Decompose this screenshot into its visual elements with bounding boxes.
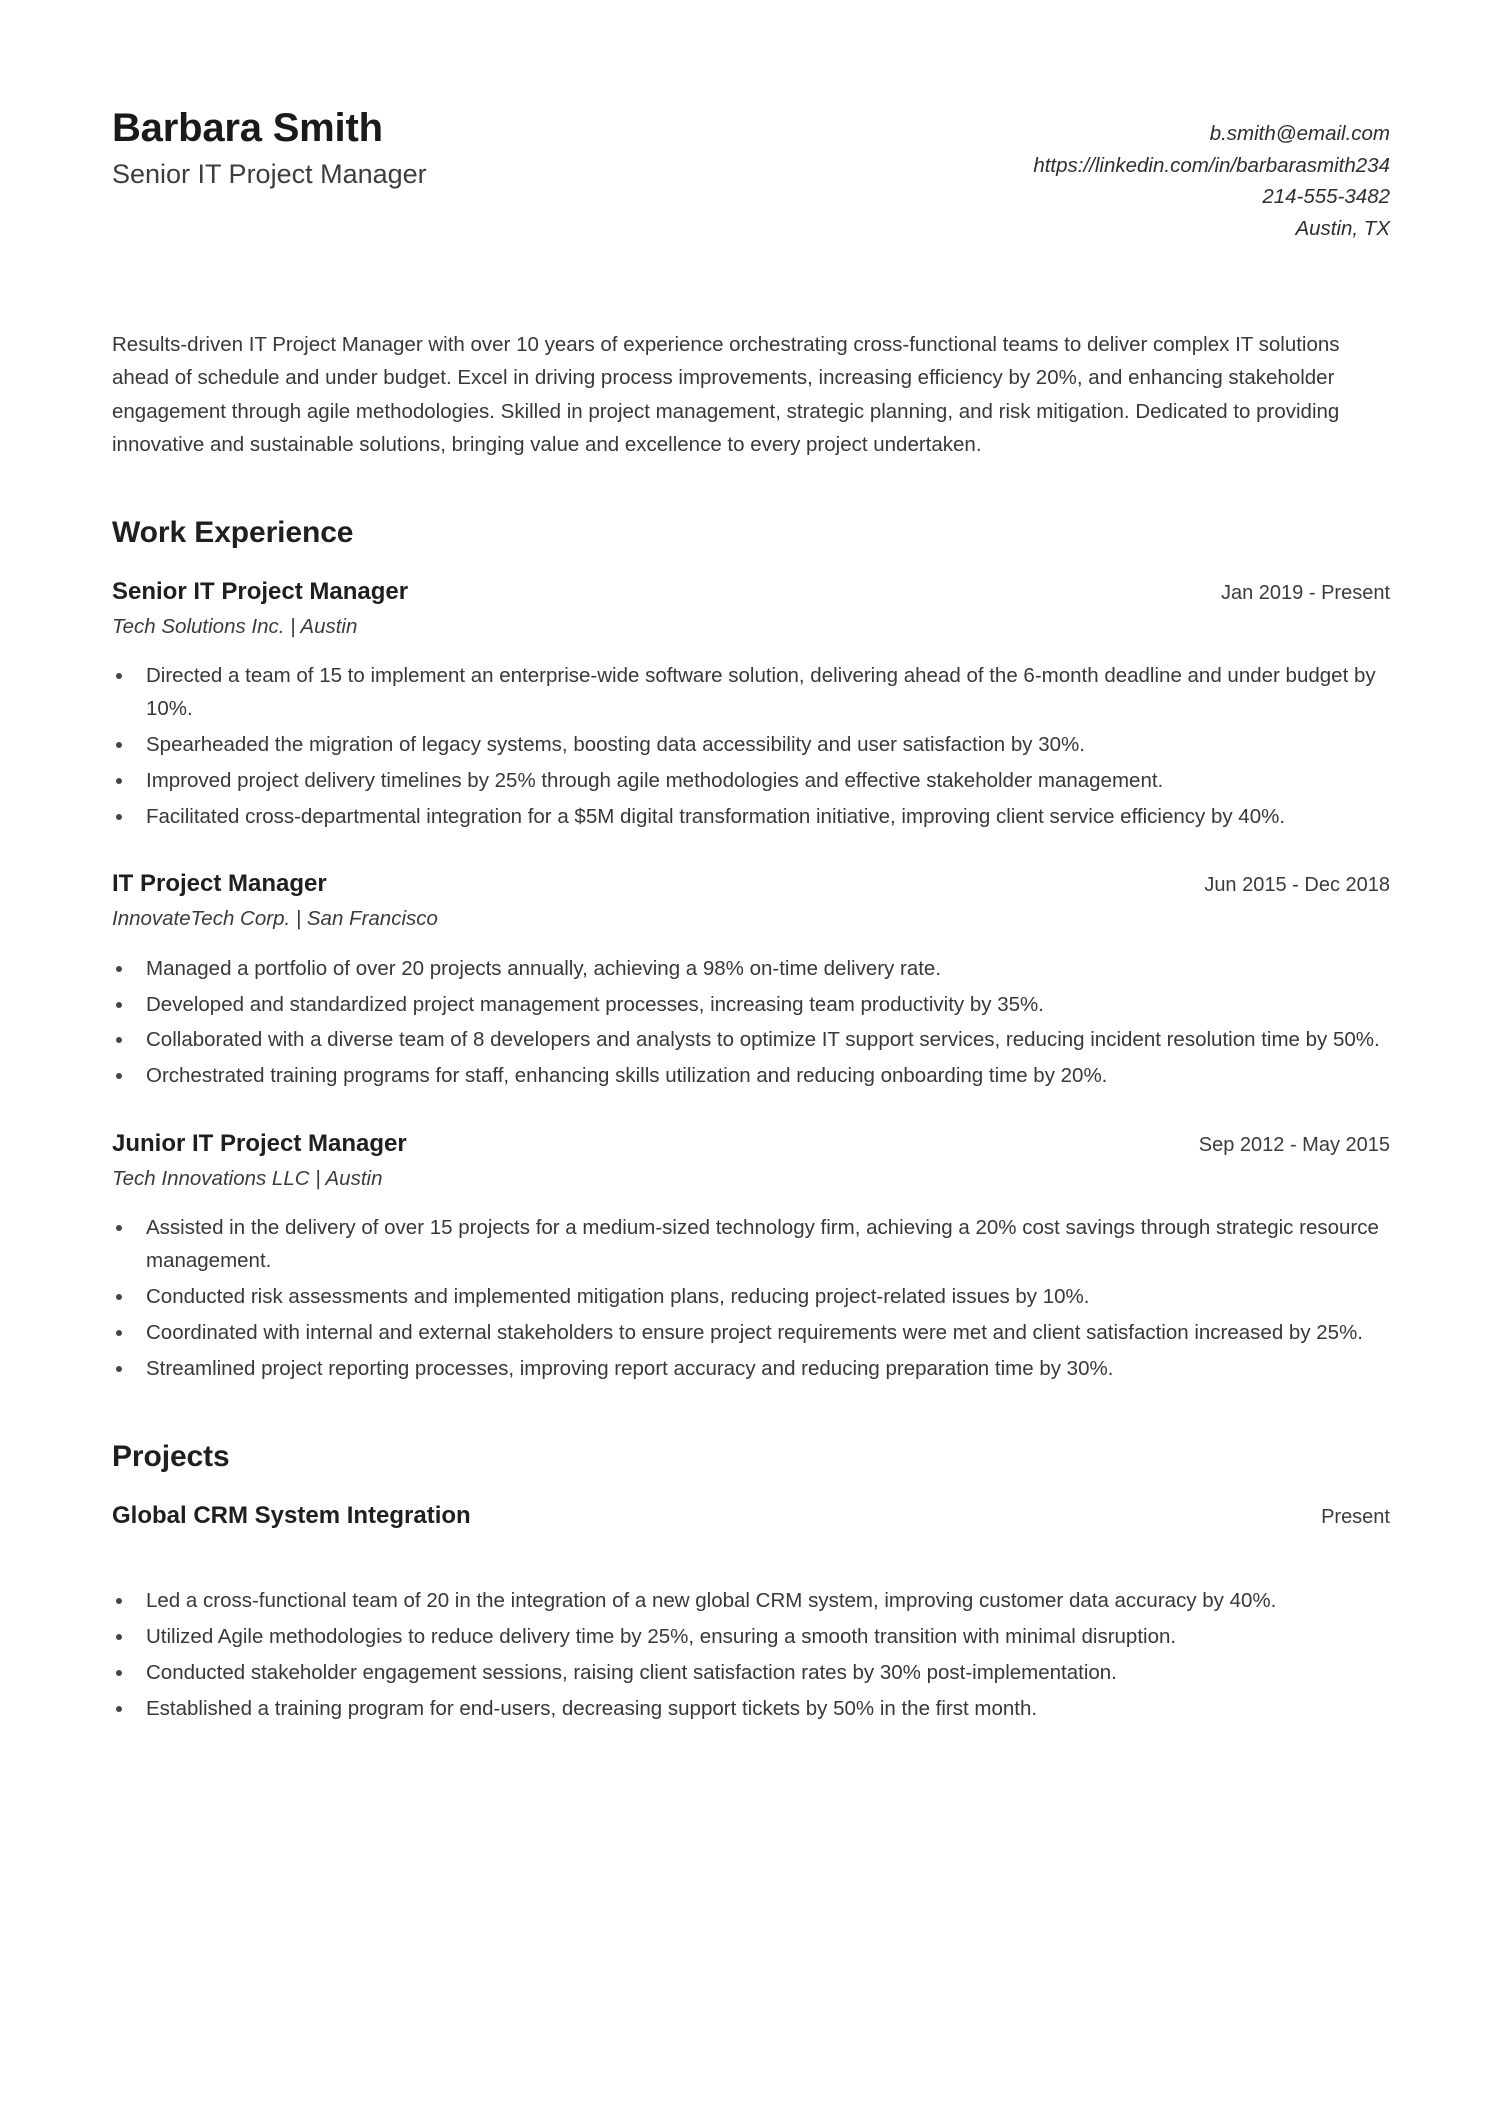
- identity-block: [112, 104, 427, 192]
- bullet-item: Conducted risk assessments and implemented mitigation plans, reducing project-related issues by 10%.: [112, 1281, 1390, 1314]
- resume-entry: [112, 577, 1390, 833]
- contact-phone[interactable]: 214-555-3482: [1262, 185, 1390, 209]
- entry-header: [112, 1129, 1390, 1160]
- resume-entry: [112, 869, 1390, 1093]
- resume-sections: [112, 515, 1390, 1725]
- bullet-item: Managed a portfolio of over 20 projects annually, achieving a 98% on-time delivery rate.: [112, 953, 1390, 986]
- entry-header: [112, 1501, 1390, 1532]
- entry-date: Sep 2012 - May 2015: [1198, 1134, 1390, 1157]
- resume-entry: [112, 1501, 1390, 1725]
- section-title: Work Experience: [112, 516, 354, 550]
- resume-section: [112, 515, 1390, 1385]
- contact-email[interactable]: b.smith@email.com: [1209, 122, 1390, 145]
- bullet-item: Orchestrated training programs for staff, enhancing skills utilization and reducing onboarding time by 20%.: [112, 1060, 1390, 1093]
- candidate-name: Barbara Smith: [112, 106, 383, 150]
- resume-section: [112, 1439, 1390, 1725]
- entry-subtitle: Tech Solutions Inc. | Austin: [112, 614, 358, 638]
- bullet-item: Improved project delivery timelines by 25% through agile methodologies and effective stakeholder management.: [112, 765, 1390, 798]
- professional-summary: Results-driven IT Project Manager with over 10 years of experience orchestrating cross-functional teams to deliver complex IT solutions ahead of schedule and under budget. Excel in driving process improvements, increasing efficiency by 20%, and enhancing stakeholder engagement through agile methodologies. Skilled in project management, strategic planning, and risk mitigation. Dedicated to providing innovative and sustainable solutions, bringing value and excellence to every project undertaken.: [112, 333, 1340, 456]
- bullet-item: Directed a team of 15 to implement an enterprise-wide software solution, delivering ahead of the 6-month deadline and under budget by 10%.: [112, 660, 1390, 726]
- resume-entry: [112, 1129, 1390, 1385]
- entry-bullet-list: [112, 660, 1390, 833]
- contact-block: [1033, 104, 1390, 244]
- entry-title: Senior IT Project Manager: [112, 578, 409, 606]
- section-title: Projects: [112, 1440, 230, 1474]
- entry-date: Jun 2015 - Dec 2018: [1204, 874, 1390, 897]
- entry-title: Global CRM System Integration: [112, 1502, 471, 1530]
- entry-header: [112, 869, 1390, 900]
- bullet-item: Assisted in the delivery of over 15 projects for a medium-sized technology firm, achieving a 20% cost savings through strategic resource management.: [112, 1212, 1390, 1278]
- bullet-item: Collaborated with a diverse team of 8 developers and analysts to optimize IT support services, reducing incident resolution time by 50%.: [112, 1024, 1390, 1057]
- entry-subtitle: Tech Innovations LLC | Austin: [112, 1166, 383, 1190]
- bullet-item: Conducted stakeholder engagement sessions, raising client satisfaction rates by 30% post-implementation.: [112, 1657, 1390, 1690]
- bullet-item: Led a cross-functional team of 20 in the integration of a new global CRM system, improving customer data accuracy by 40%.: [112, 1585, 1390, 1618]
- bullet-item: Utilized Agile methodologies to reduce delivery time by 25%, ensuring a smooth transition with minimal disruption.: [112, 1621, 1390, 1654]
- bullet-item: Developed and standardized project management processes, increasing team productivity by 35%.: [112, 989, 1390, 1022]
- candidate-headline: Senior IT Project Manager: [112, 158, 427, 189]
- contact-linkedin[interactable]: https://linkedin.com/in/barbarasmith234: [1033, 153, 1390, 177]
- resume-header: [112, 104, 1390, 244]
- entry-date: Jan 2019 - Present: [1221, 582, 1390, 605]
- entry-bullet-list: [112, 1585, 1390, 1725]
- entry-subtitle: [112, 1537, 1390, 1565]
- entry-bullet-list: [112, 953, 1390, 1093]
- bullet-item: Streamlined project reporting processes, improving report accuracy and reducing preparation time by 30%.: [112, 1353, 1390, 1386]
- contact-location: Austin, TX: [1295, 216, 1390, 240]
- entry-header: [112, 577, 1390, 608]
- bullet-item: Facilitated cross-departmental integration for a $5M digital transformation initiative, improving client service efficiency by 40%.: [112, 801, 1390, 834]
- bullet-item: Spearheaded the migration of legacy systems, boosting data accessibility and user satisfaction by 30%.: [112, 729, 1390, 762]
- entry-date: Present: [1321, 1506, 1390, 1529]
- entry-title: IT Project Manager: [112, 870, 327, 898]
- bullet-item: Established a training program for end-users, decreasing support tickets by 50% in the first month.: [112, 1693, 1390, 1726]
- entry-title: Junior IT Project Manager: [112, 1130, 407, 1158]
- entry-bullet-list: [112, 1212, 1390, 1385]
- bullet-item: Coordinated with internal and external stakeholders to ensure project requirements were met and client satisfaction increased by 25%.: [112, 1317, 1390, 1350]
- entry-subtitle: InnovateTech Corp. | San Francisco: [112, 907, 438, 931]
